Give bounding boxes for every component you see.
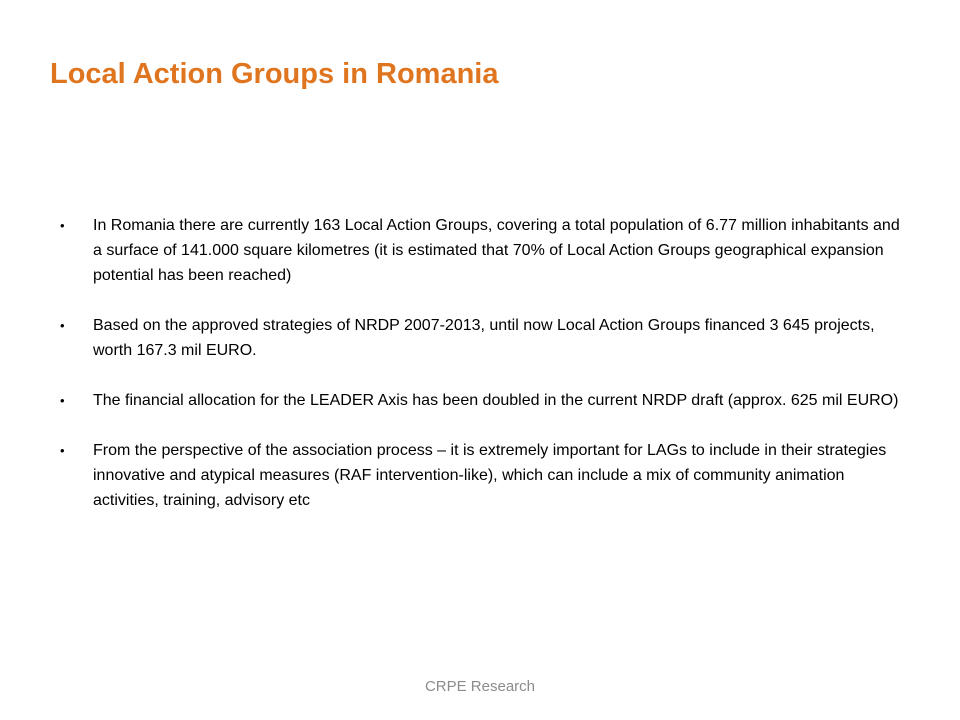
bullet-item-lag-count bbox=[60, 213, 905, 288]
bullet-list bbox=[60, 213, 905, 513]
bullet-text: Based on the approved strategies of NRDP 2007-2013, until now Local Action Groups financed 3 645 projects, worth 167.3 mil EURO. bbox=[93, 317, 875, 359]
bullet-marker: • bbox=[60, 218, 65, 233]
bullet-marker: • bbox=[60, 318, 65, 333]
bullet-marker: • bbox=[60, 443, 65, 458]
bullet-text: In Romania there are currently 163 Local Action Groups, covering a total population of 6.77 million inhabitants and a surface of 141.000 square kilometres (it is estimated that 70% of Local Action Groups geographical expansion potential has been reached) bbox=[93, 217, 900, 284]
bullet-item-leader-allocation bbox=[60, 388, 905, 413]
bullet-text: The financial allocation for the LEADER Axis has been doubled in the current NRDP draft (approx. 625 mil EURO) bbox=[93, 392, 899, 409]
bullet-item-association-process bbox=[60, 438, 905, 513]
footer-source: CRPE Research bbox=[424, 678, 536, 695]
bullet-marker: • bbox=[60, 393, 65, 408]
bullet-item-projects-financed bbox=[60, 313, 905, 363]
slide-title: Local Action Groups in Romania bbox=[50, 58, 499, 90]
bullet-text: From the perspective of the association process – it is extremely important for LAGs to include in their strategies innovative and atypical measures (RAF intervention-like), which can include a mix of community animation activities, training, advisory etc bbox=[93, 442, 887, 509]
